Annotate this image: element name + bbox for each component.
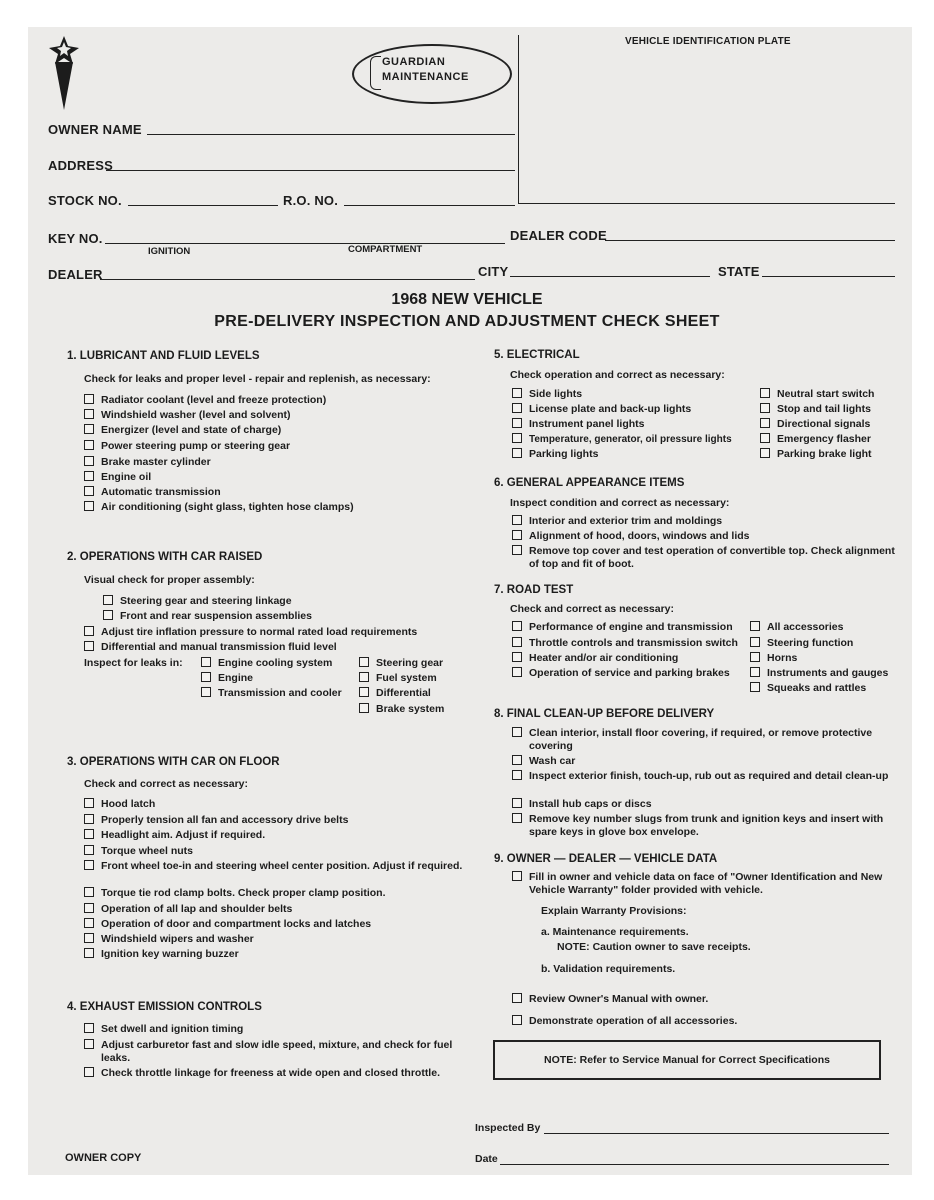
checkbox[interactable] — [512, 813, 522, 823]
list-item[interactable]: Adjust carburetor fast and slow idle speed, mixture, and check for fuel leaks. — [84, 1039, 477, 1065]
section-9-title: 9. OWNER — DEALER — VEHICLE DATA — [494, 853, 718, 865]
logo-line2: MAINTENANCE — [382, 71, 469, 83]
checkbox[interactable] — [750, 637, 760, 647]
checkbox[interactable] — [750, 667, 760, 677]
list-item[interactable]: Throttle controls and transmission switch — [512, 637, 738, 650]
owner-name-label: OWNER NAME — [48, 122, 142, 137]
section-3-intro: Check and correct as necessary: — [84, 778, 249, 790]
logo-line1: GUARDIAN — [382, 56, 446, 68]
list-item[interactable]: Demonstrate operation of all accessories. — [512, 1015, 737, 1028]
list-item[interactable]: Emergency flasher — [760, 433, 871, 446]
list-item[interactable]: Brake master cylinder — [84, 456, 211, 469]
checkbox[interactable] — [84, 918, 94, 928]
city-line[interactable] — [510, 276, 710, 277]
key-no-line[interactable] — [105, 243, 505, 244]
checkbox[interactable] — [84, 948, 94, 958]
checkbox[interactable] — [760, 388, 770, 398]
checkbox[interactable] — [512, 418, 522, 428]
list-item[interactable]: Remove key number slugs from trunk and ignition keys and insert with spare keys in glove box envelope. — [512, 813, 907, 839]
checkbox[interactable] — [84, 440, 94, 450]
checkbox[interactable] — [84, 394, 94, 404]
checkbox[interactable] — [359, 657, 369, 667]
dealer-label: DEALER — [48, 267, 103, 282]
checkbox[interactable] — [84, 409, 94, 419]
owner-name-line[interactable] — [147, 134, 515, 135]
checkbox[interactable] — [512, 798, 522, 808]
list-item[interactable]: Set dwell and ignition timing — [84, 1023, 243, 1036]
section-7-title: 7. ROAD TEST — [494, 584, 574, 596]
list-item[interactable]: Operation of door and compartment locks and latches — [84, 918, 371, 931]
list-item[interactable]: Parking lights — [512, 448, 598, 461]
checkbox[interactable] — [84, 814, 94, 824]
list-item[interactable]: All accessories — [750, 621, 843, 634]
checkbox[interactable] — [359, 672, 369, 682]
checkbox[interactable] — [760, 418, 770, 428]
list-item[interactable]: Steering gear — [359, 657, 443, 670]
checkbox[interactable] — [512, 530, 522, 540]
checkbox[interactable] — [512, 755, 522, 765]
list-item[interactable]: Energizer (level and state of charge) — [84, 424, 281, 437]
stock-no-label: STOCK NO. — [48, 193, 122, 208]
list-item[interactable]: Adjust tire inflation pressure to normal rated load requirements — [84, 626, 417, 639]
checkbox[interactable] — [201, 657, 211, 667]
checkbox[interactable] — [84, 933, 94, 943]
list-item[interactable]: License plate and back-up lights — [512, 403, 691, 416]
checkbox[interactable] — [750, 621, 760, 631]
list-item[interactable]: Squeaks and rattles — [750, 682, 866, 695]
checkbox[interactable] — [512, 652, 522, 662]
list-item[interactable]: Torque wheel nuts — [84, 845, 193, 858]
section-6-title: 6. GENERAL APPEARANCE ITEMS — [494, 477, 685, 489]
list-item[interactable]: Hood latch — [84, 798, 155, 811]
checkbox[interactable] — [84, 456, 94, 466]
list-item[interactable]: Power steering pump or steering gear — [84, 440, 290, 453]
checkbox[interactable] — [84, 845, 94, 855]
section-3-title: 3. OPERATIONS WITH CAR ON FLOOR — [67, 756, 280, 768]
checkbox[interactable] — [84, 860, 94, 870]
checkbox[interactable] — [512, 403, 522, 413]
leaks-label: Inspect for leaks in: — [84, 657, 183, 669]
list-item[interactable]: Directional signals — [760, 418, 870, 431]
checkbox[interactable] — [103, 610, 113, 620]
list-item[interactable]: Ignition key warning buzzer — [84, 948, 239, 961]
list-item[interactable]: Windshield wipers and washer — [84, 933, 254, 946]
list-item[interactable]: Parking brake light — [760, 448, 872, 461]
explain-warranty: Explain Warranty Provisions: — [541, 905, 687, 917]
list-item[interactable]: Alignment of hood, doors, windows and lids — [512, 530, 750, 543]
checkbox[interactable] — [84, 829, 94, 839]
checkbox[interactable] — [512, 621, 522, 631]
list-item[interactable]: Front and rear suspension assemblies — [103, 610, 312, 623]
warranty-item-a: a. Maintenance requirements. — [541, 926, 689, 938]
section-5-title: 5. ELECTRICAL — [494, 349, 580, 361]
checkbox[interactable] — [84, 1067, 94, 1077]
checkbox[interactable] — [512, 545, 522, 555]
list-item[interactable]: Performance of engine and transmission — [512, 621, 733, 634]
checkbox[interactable] — [84, 471, 94, 481]
checkbox[interactable] — [84, 887, 94, 897]
list-item[interactable]: Steering gear and steering linkage — [103, 595, 292, 608]
key-no-label: KEY NO. — [48, 231, 103, 246]
dealer-code-line[interactable] — [605, 240, 895, 241]
dealer-code-label: DEALER CODE — [510, 228, 607, 243]
ignition-label: IGNITION — [148, 246, 191, 257]
checkbox[interactable] — [750, 682, 760, 692]
list-item[interactable]: Differential — [359, 687, 431, 700]
checkbox[interactable] — [512, 871, 522, 881]
list-item[interactable]: Instruments and gauges — [750, 667, 888, 680]
list-item[interactable]: Interior and exterior trim and moldings — [512, 515, 722, 528]
checkbox[interactable] — [512, 993, 522, 1003]
checkbox[interactable] — [512, 515, 522, 525]
list-item[interactable]: Clean interior, install floor covering, if required, or remove protective covering — [512, 727, 907, 753]
checkbox[interactable] — [84, 1023, 94, 1033]
list-item[interactable]: Air conditioning (sight glass, tighten hose clamps) — [84, 501, 354, 514]
list-item[interactable]: Side lights — [512, 388, 582, 401]
list-item[interactable]: Inspect exterior finish, touch-up, rub out as required and detail clean-up — [512, 770, 907, 783]
list-item[interactable]: Differential and manual transmission fluid level — [84, 641, 337, 654]
title-line2: PRE-DELIVERY INSPECTION AND ADJUSTMENT CHECK SHEET — [214, 313, 720, 330]
checkbox[interactable] — [201, 687, 211, 697]
checkbox[interactable] — [760, 403, 770, 413]
address-label: ADDRESS — [48, 158, 113, 173]
list-item[interactable]: Windshield washer (level and solvent) — [84, 409, 291, 422]
arrowhead-emblem-icon — [47, 36, 81, 112]
date-line[interactable] — [500, 1164, 889, 1165]
checkbox[interactable] — [359, 687, 369, 697]
section-1-intro: Check for leaks and proper level - repair and replenish, as necessary: — [84, 373, 431, 385]
section-8-title: 8. FINAL CLEAN-UP BEFORE DELIVERY — [494, 708, 715, 720]
checkbox[interactable] — [512, 448, 522, 458]
list-item[interactable]: Engine oil — [84, 471, 151, 484]
section-2-title: 2. OPERATIONS WITH CAR RAISED — [67, 551, 263, 563]
title-line1: 1968 NEW VEHICLE — [391, 291, 543, 308]
compartment-label: COMPARTMENT — [348, 244, 423, 255]
checkbox[interactable] — [84, 501, 94, 511]
list-item[interactable]: Automatic transmission — [84, 486, 221, 499]
list-item[interactable]: Engine cooling system — [201, 657, 332, 670]
checkbox[interactable] — [512, 770, 522, 780]
list-item[interactable]: Wash car — [512, 755, 575, 768]
list-item[interactable]: Instrument panel lights — [512, 418, 645, 431]
section-5-intro: Check operation and correct as necessary: — [510, 369, 725, 381]
checkbox[interactable] — [84, 486, 94, 496]
list-item[interactable]: Fuel system — [359, 672, 437, 685]
checkbox[interactable] — [512, 433, 522, 443]
section-7-intro: Check and correct as necessary: — [510, 603, 675, 615]
list-item[interactable]: Temperature, generator, oil pressure lights — [512, 433, 732, 446]
list-item[interactable]: Stop and tail lights — [760, 403, 871, 416]
owner-copy-label: OWNER COPY — [65, 1152, 142, 1164]
list-item[interactable]: Review Owner's Manual with owner. — [512, 993, 708, 1006]
list-item[interactable]: Install hub caps or discs — [512, 798, 652, 811]
vin-plate-label: VEHICLE IDENTIFICATION PLATE — [625, 36, 791, 47]
date-label: Date — [475, 1153, 498, 1165]
section-1-title: 1. LUBRICANT AND FLUID LEVELS — [67, 350, 260, 362]
checkbox[interactable] — [84, 424, 94, 434]
list-item[interactable]: Remove top cover and test operation of convertible top. Check alignment of top and fit of boot. — [512, 545, 907, 571]
checkbox[interactable] — [84, 626, 94, 636]
list-item[interactable]: Engine — [201, 672, 253, 685]
city-label: CITY — [478, 264, 509, 279]
checkbox[interactable] — [201, 672, 211, 682]
ro-no-line[interactable] — [344, 205, 515, 206]
checkbox[interactable] — [760, 448, 770, 458]
list-item[interactable]: Transmission and cooler — [201, 687, 342, 700]
list-item[interactable]: Front wheel toe-in and steering wheel center position. Adjust if required. — [84, 860, 477, 873]
section-4-title: 4. EXHAUST EMISSION CONTROLS — [67, 1001, 262, 1013]
warranty-item-b: b. Validation requirements. — [541, 963, 676, 975]
state-label: STATE — [718, 264, 760, 279]
checkbox[interactable] — [84, 903, 94, 913]
section-2-intro: Visual check for proper assembly: — [84, 574, 255, 586]
checkbox[interactable] — [359, 703, 369, 713]
checkbox[interactable] — [84, 641, 94, 651]
checkbox[interactable] — [512, 727, 522, 737]
list-item[interactable]: Check throttle linkage for freeness at wide open and closed throttle. — [84, 1067, 477, 1080]
guardian-maintenance-logo — [352, 44, 512, 104]
stock-no-line[interactable] — [128, 205, 278, 206]
list-item[interactable]: Neutral start switch — [760, 388, 874, 401]
checkbox[interactable] — [512, 637, 522, 647]
list-item[interactable]: Steering function — [750, 637, 853, 650]
checkbox[interactable] — [84, 1039, 94, 1049]
checkbox[interactable] — [512, 1015, 522, 1025]
list-item[interactable]: Brake system — [359, 703, 444, 716]
section-6-intro: Inspect condition and correct as necessary: — [510, 497, 730, 509]
list-item[interactable]: Fill in owner and vehicle data on face of "Owner Identification and New Vehicle Warranty" folder provided with vehicle. — [512, 871, 907, 897]
list-item[interactable]: Headlight aim. Adjust if required. — [84, 829, 265, 842]
checkbox[interactable] — [84, 798, 94, 808]
list-item[interactable]: Torque tie rod clamp bolts. Check proper clamp position. — [84, 887, 386, 900]
note-box — [493, 1040, 881, 1080]
dealer-line[interactable] — [100, 279, 475, 280]
inspected-by-line[interactable] — [544, 1133, 889, 1134]
list-item[interactable]: Properly tension all fan and accessory drive belts — [84, 814, 348, 827]
checkbox[interactable] — [760, 433, 770, 443]
vin-plate-box — [518, 35, 895, 204]
ro-no-label: R.O. NO. — [283, 193, 339, 208]
checkbox[interactable] — [750, 652, 760, 662]
note-text: NOTE: Refer to Service Manual for Correct Specifications — [544, 1054, 830, 1066]
checkbox[interactable] — [103, 595, 113, 605]
list-item[interactable]: Operation of service and parking brakes — [512, 667, 730, 680]
warranty-note-a: NOTE: Caution owner to save receipts. — [557, 941, 751, 953]
state-line[interactable] — [762, 276, 895, 277]
list-item[interactable]: Horns — [750, 652, 797, 665]
address-line[interactable] — [106, 170, 515, 171]
inspected-by-label: Inspected By — [475, 1122, 541, 1134]
list-item[interactable]: Radiator coolant (level and freeze protection) — [84, 394, 326, 407]
list-item[interactable]: Heater and/or air conditioning — [512, 652, 678, 665]
list-item[interactable]: Operation of all lap and shoulder belts — [84, 903, 292, 916]
checkbox[interactable] — [512, 388, 522, 398]
checkbox[interactable] — [512, 667, 522, 677]
